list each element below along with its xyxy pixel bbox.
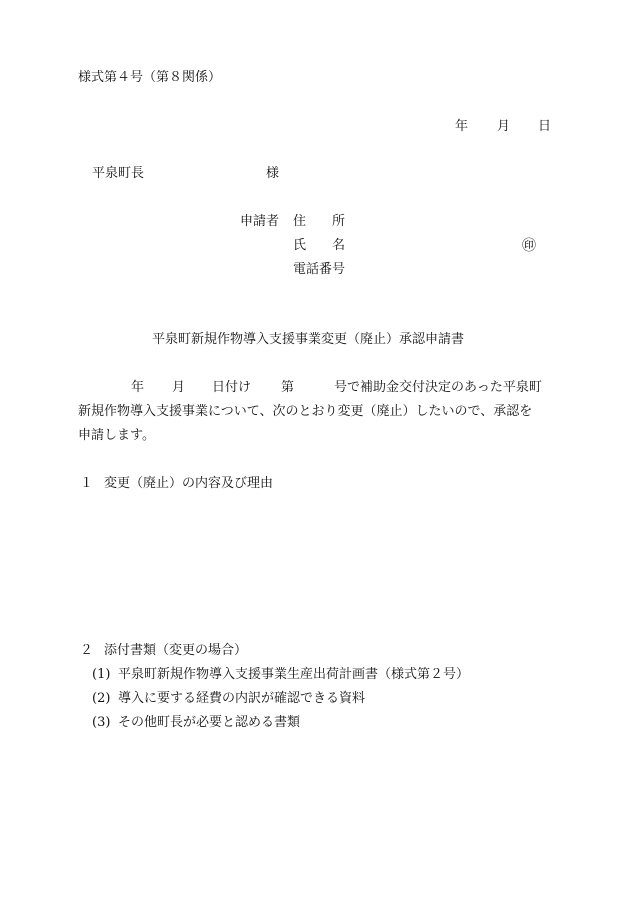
- applicant-name-label: 氏 名: [293, 238, 346, 253]
- date-year: 年: [455, 119, 469, 134]
- attachment-item-2-number: (2): [92, 691, 111, 706]
- document-title: 平泉町新規作物導入支援事業変更（廃止）承認申請書: [152, 332, 465, 347]
- date-month: 月: [497, 119, 511, 134]
- body-year: 年: [131, 380, 145, 395]
- body-dated: 日付け: [212, 380, 252, 395]
- body-no: 第: [281, 380, 295, 395]
- section-1-number: １: [80, 476, 94, 491]
- form-number: 様式第４号（第８関係）: [78, 70, 222, 85]
- addressee-honorific: 様: [266, 166, 280, 181]
- applicant-label: 申請者: [240, 214, 280, 229]
- attachment-item-1-number: (1): [92, 667, 111, 682]
- applicant-address-label: 住 所: [293, 214, 346, 229]
- attachment-item-2: 導入に要する経費の内訳が確認できる資料: [118, 691, 366, 706]
- section-1-title: 変更（廃止）の内容及び理由: [104, 476, 274, 491]
- section-2-title: 添付書類（変更の場合）: [104, 643, 248, 658]
- attachment-item-1: 平泉町新規作物導入支援事業生産出荷計画書（様式第２号）: [118, 667, 470, 682]
- body-line1-text: 号で補助金交付決定のあった平泉町: [334, 380, 542, 395]
- applicant-phone-label: 電話番号: [293, 262, 346, 277]
- seal-mark: ㊞: [522, 238, 536, 254]
- body-line2: 新規作物導入支援事業について、次のとおり変更（廃止）したいので、承認を: [78, 404, 533, 419]
- attachment-item-3-number: (3): [92, 715, 111, 730]
- addressee-name: 平泉町長: [92, 166, 145, 181]
- date-day: 日: [538, 119, 552, 134]
- body-month: 月: [172, 380, 186, 395]
- attachment-item-3: その他町長が必要と認める書類: [118, 715, 301, 730]
- section-2-number: ２: [80, 643, 94, 658]
- body-line3: 申請します。: [78, 428, 155, 443]
